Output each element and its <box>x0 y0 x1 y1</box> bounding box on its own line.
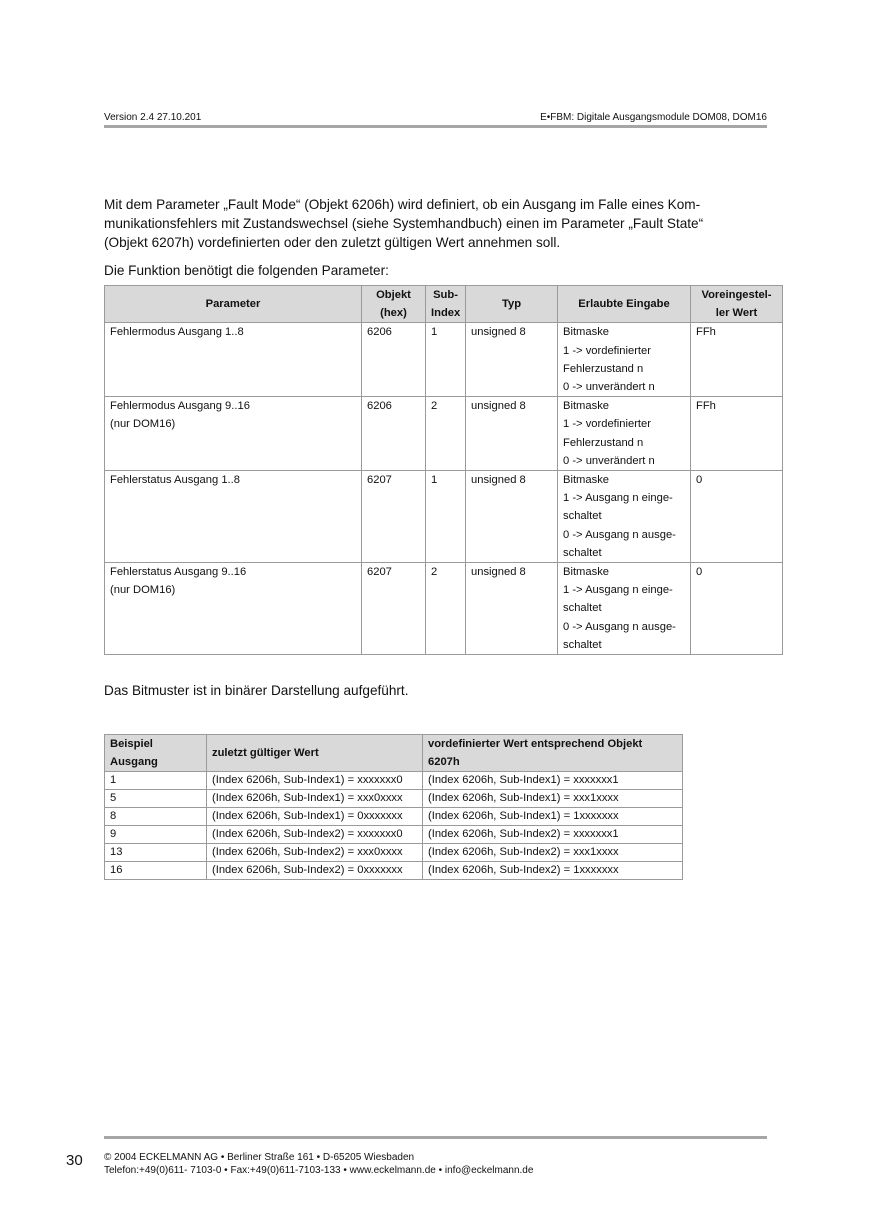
cell-subindex: 2 <box>426 397 466 471</box>
intro-paragraph <box>104 195 767 252</box>
cell-parameter <box>105 563 362 655</box>
cell-line: (nur DOM16) <box>110 584 176 597</box>
table-row <box>105 563 783 655</box>
col-header-subindex <box>426 286 466 323</box>
cell-line: schaltet <box>563 510 602 523</box>
header-line: (hex) <box>380 307 407 320</box>
cell-default: FFh <box>691 323 783 397</box>
cell-line: 0 -> unverändert n <box>563 381 655 394</box>
table-row <box>105 862 683 880</box>
cell-vordefiniert: (Index 6206h, Sub-Index2) = xxx1xxxx <box>423 844 683 862</box>
header-version: Version 2.4 27.10.201 <box>104 112 202 123</box>
cell-typ: unsigned 8 <box>466 471 558 563</box>
cell-line: 0 -> Ausgang n ausge- <box>563 620 676 633</box>
cell-line: Fehlermodus Ausgang 9..16 <box>110 400 250 413</box>
col-header-parameter: Parameter <box>105 286 362 323</box>
cell-typ: unsigned 8 <box>466 563 558 655</box>
table-row <box>105 772 683 790</box>
table-row <box>105 826 683 844</box>
header-line: ler Wert <box>715 307 758 320</box>
header-line: Beispiel <box>110 738 153 750</box>
footer-contact: Telefon:+49(0)611- 7103-0 • Fax:+49(0)611-7103-133 • www.eckelmann.de • info@eckelmann.de <box>104 1165 534 1176</box>
table-row <box>105 471 783 563</box>
cell-ausgang: 1 <box>105 772 207 790</box>
page-header <box>104 112 767 124</box>
cell-ausgang: 8 <box>105 808 207 826</box>
cell-line: Fehlerstatus Ausgang 9..16 <box>110 566 247 579</box>
cell-zuletzt: (Index 6206h, Sub-Index2) = xxx0xxxx <box>207 844 423 862</box>
cell-zuletzt: (Index 6206h, Sub-Index2) = xxxxxxx0 <box>207 826 423 844</box>
cell-line: Fehlerstatus Ausgang 1..8 <box>110 474 240 487</box>
cell-ausgang: 5 <box>105 790 207 808</box>
header-line: 6207h <box>428 756 460 769</box>
cell-eingabe <box>558 563 691 655</box>
cell-zuletzt: (Index 6206h, Sub-Index1) = xxx0xxxx <box>207 790 423 808</box>
footer-address: © 2004 ECKELMANN AG • Berliner Straße 161 • D-65205 Wiesbaden <box>104 1152 415 1163</box>
page-number: 30 <box>66 1152 83 1169</box>
cell-eingabe <box>558 397 691 471</box>
cell-typ: unsigned 8 <box>466 323 558 397</box>
cell-subindex: 1 <box>426 323 466 397</box>
cell-parameter <box>105 471 362 563</box>
cell-vordefiniert: (Index 6206h, Sub-Index2) = 1xxxxxxx <box>423 862 683 880</box>
cell-zuletzt: (Index 6206h, Sub-Index1) = 0xxxxxxx <box>207 808 423 826</box>
bitmuster-table <box>104 734 683 880</box>
cell-parameter <box>105 323 362 397</box>
header-line: Voreingestel- <box>701 289 772 301</box>
col-header-vordefiniert <box>423 735 683 772</box>
header-line: Sub- <box>433 289 458 301</box>
cell-default: 0 <box>691 563 783 655</box>
cell-line: schaltet <box>563 602 602 615</box>
col-header-objekt <box>362 286 426 323</box>
cell-objekt: 6206 <box>362 323 426 397</box>
cell-objekt: 6206 <box>362 397 426 471</box>
cell-ausgang: 13 <box>105 844 207 862</box>
cell-line: schaltet <box>563 546 602 559</box>
cell-subindex: 2 <box>426 563 466 655</box>
cell-zuletzt: (Index 6206h, Sub-Index1) = xxxxxxx0 <box>207 772 423 790</box>
cell-parameter <box>105 397 362 471</box>
cell-subindex: 1 <box>426 471 466 563</box>
header-line: Ausgang <box>110 756 158 769</box>
parameter-table <box>104 285 783 655</box>
header-line: vordefinierter Wert entsprechend Objekt <box>428 738 643 750</box>
params-intro: Die Funktion benötigt die folgenden Parameter: <box>104 263 389 278</box>
header-title: E•FBM: Digitale Ausgangsmodule DOM08, DOM16 <box>540 112 767 123</box>
cell-line: 0 -> Ausgang n ausge- <box>563 528 676 541</box>
cell-zuletzt: (Index 6206h, Sub-Index2) = 0xxxxxxx <box>207 862 423 880</box>
cell-line: Fehlermodus Ausgang 1..8 <box>110 326 244 339</box>
cell-line: 1 -> vordefinierter <box>563 418 651 431</box>
bitmuster-text: Das Bitmuster ist in binärer Darstellung aufgeführt. <box>104 683 409 698</box>
cell-typ: unsigned 8 <box>466 397 558 471</box>
cell-vordefiniert: (Index 6206h, Sub-Index1) = 1xxxxxxx <box>423 808 683 826</box>
table-header-row <box>105 286 783 323</box>
footer-rule <box>104 1136 767 1139</box>
intro-line: (Objekt 6207h) vordefinierten oder den zuletzt gültigen Wert annehmen soll. <box>104 235 561 250</box>
cell-objekt: 6207 <box>362 471 426 563</box>
cell-line: 1 -> vordefinierter <box>563 344 651 357</box>
intro-line: munikationsfehlers mit Zustandswechsel (siehe Systemhandbuch) einen im Parameter „Fault State“ <box>104 216 704 231</box>
table-row <box>105 790 683 808</box>
cell-line: Bitmaske <box>563 326 610 339</box>
cell-line: 0 -> unverändert n <box>563 454 655 467</box>
cell-default: 0 <box>691 471 783 563</box>
col-header-zuletzt: zuletzt gültiger Wert <box>207 735 423 772</box>
cell-line: 1 -> Ausgang n einge- <box>563 584 673 597</box>
cell-vordefiniert: (Index 6206h, Sub-Index1) = xxxxxxx1 <box>423 772 683 790</box>
page-footer <box>104 1151 533 1177</box>
cell-default: FFh <box>691 397 783 471</box>
col-header-default <box>691 286 783 323</box>
cell-line: 1 -> Ausgang n einge- <box>563 492 673 505</box>
table-row <box>105 844 683 862</box>
col-header-beispiel <box>105 735 207 772</box>
cell-eingabe <box>558 471 691 563</box>
cell-eingabe <box>558 323 691 397</box>
cell-line: schaltet <box>563 638 602 651</box>
col-header-eingabe: Erlaubte Eingabe <box>558 286 691 323</box>
table-row <box>105 323 783 397</box>
cell-vordefiniert: (Index 6206h, Sub-Index1) = xxx1xxxx <box>423 790 683 808</box>
cell-line: Bitmaske <box>563 474 610 487</box>
header-rule <box>104 125 767 128</box>
cell-objekt: 6207 <box>362 563 426 655</box>
table-row <box>105 397 783 471</box>
cell-line: Bitmaske <box>563 400 610 413</box>
table-header-row <box>105 735 683 772</box>
cell-ausgang: 16 <box>105 862 207 880</box>
intro-line: Mit dem Parameter „Fault Mode“ (Objekt 6206h) wird definiert, ob ein Ausgang im Falle eines Kom- <box>104 197 701 212</box>
cell-line: Fehlerzustand n <box>563 362 644 375</box>
header-line: Objekt <box>376 289 411 301</box>
cell-line: (nur DOM16) <box>110 418 176 431</box>
cell-ausgang: 9 <box>105 826 207 844</box>
cell-vordefiniert: (Index 6206h, Sub-Index2) = xxxxxxx1 <box>423 826 683 844</box>
header-line: Index <box>431 307 461 320</box>
cell-line: Fehlerzustand n <box>563 436 644 449</box>
table-row <box>105 808 683 826</box>
col-header-typ: Typ <box>466 286 558 323</box>
cell-line: Bitmaske <box>563 566 610 579</box>
